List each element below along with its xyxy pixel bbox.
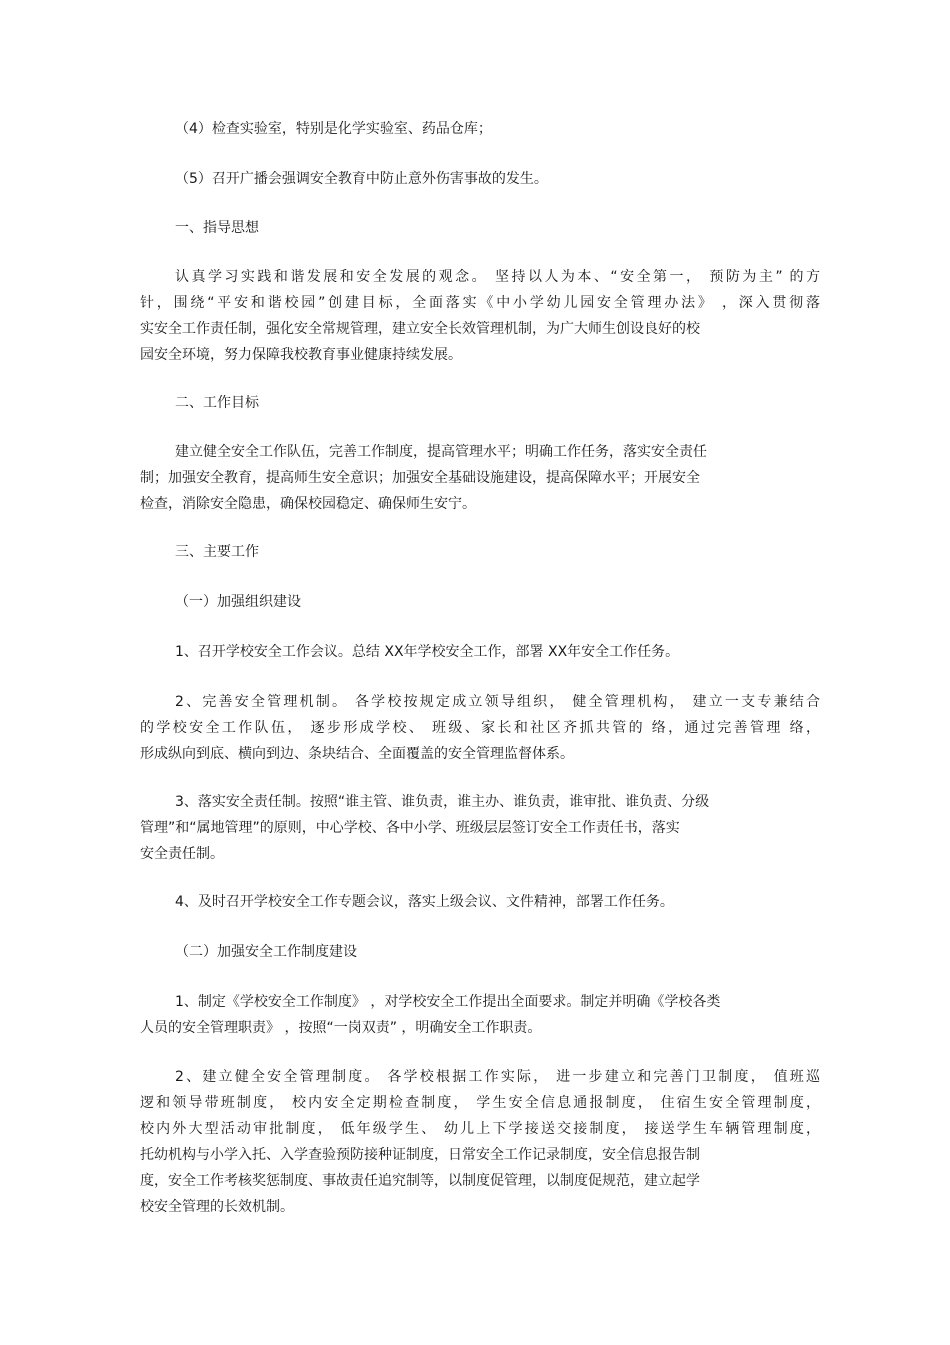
section-heading-guiding-thought [140, 215, 820, 241]
subheading-organization [140, 589, 820, 615]
section-heading-main-work [140, 539, 820, 565]
text-line: 1、召开学校安全工作会议。总结 XX年学校安全工作，部署 XX年安全工作任务。 [175, 644, 680, 660]
text-line: （4）检查实验室，特别是化学实验室、药品仓库； [175, 121, 492, 137]
text-line: 校内外大型活动审批制度， 低年级学生、 幼儿上下学接送交接制度， 接送学生车辆管理制度， [140, 1121, 820, 1137]
paragraph-guiding-thought [140, 264, 820, 368]
text-line: （5）召开广播会强调安全教育中防止意外伤害事故的发生。 [175, 171, 548, 187]
paragraph-system-item-2 [140, 1064, 820, 1220]
text-line: 管理”和“属地管理”的原则，中心学校、各中小学、班级层层签订安全工作责任书，落实 [140, 820, 680, 836]
text-line: 2、完善安全管理机制。 各学校按规定成立领导组织， 健全管理机构， 建立一支专兼结合 [175, 694, 820, 710]
text-line: 实安全工作责任制，强化安全常规管理，建立安全长效管理机制，为广大师生创设良好的校 [140, 321, 700, 337]
text-line: 检查，消除安全隐患，确保校园稳定、确保师生安宁。 [140, 496, 476, 512]
text-line: 托幼机构与小学入托、入学查验预防接种证制度，日常安全工作记录制度，安全信息报告制 [140, 1147, 700, 1163]
text-line: 1、制定《学校安全工作制度》 ，对学校安全工作提出全面要求。制定并明确《学校各类 [175, 994, 721, 1010]
text-line: 认真学习实践和谐发展和安全发展的观念。 坚持以人为本、“安全第一， 预防为主” 的方 [175, 269, 820, 285]
text-line: 度，安全工作考核奖惩制度、事故责任追究制等，以制度促管理，以制度促规范，建立起学 [140, 1173, 700, 1189]
paragraph-work-goals [140, 439, 820, 517]
section-heading-work-goals [140, 390, 820, 416]
heading-text: （一）加强组织建设 [175, 594, 301, 610]
text-line: 4、及时召开学校安全工作专题会议，落实上级会议、文件精神，部署工作任务。 [175, 894, 674, 910]
text-line: 校安全管理的长效机制。 [140, 1199, 294, 1215]
list-item-5 [140, 166, 820, 192]
paragraph-item-2 [140, 689, 820, 767]
text-line: 3、落实安全责任制。按照“谁主管、谁负责，谁主办、谁负责，谁审批、谁负责、分级 [175, 794, 710, 810]
text-line: 园安全环境，努力保障我校教育事业健康持续发展。 [140, 347, 462, 363]
heading-text: （二）加强安全工作制度建设 [175, 944, 357, 960]
paragraph-item-3 [140, 789, 820, 867]
text-line: 制；加强安全教育，提高师生安全意识；加强安全基础设施建设，提高保障水平；开展安全 [140, 470, 700, 486]
text-line: 安全责任制。 [140, 846, 224, 862]
heading-text: 三、主要工作 [175, 544, 259, 560]
paragraph-system-item-1 [140, 989, 820, 1041]
heading-text: 一、指导思想 [175, 220, 259, 236]
text-line: 的学校安全工作队伍， 逐步形成学校、 班级、家长和社区齐抓共管的 络，通过完善管理 络， [140, 720, 820, 736]
paragraph-item-4 [140, 889, 820, 915]
text-line: 人员的安全管理职责》 ，按照“一岗双责” ，明确安全工作职责。 [140, 1020, 542, 1036]
text-line: 建立健全安全工作队伍，完善工作制度，提高管理水平；明确工作任务，落实安全责任 [175, 444, 707, 460]
paragraph-item-1 [140, 639, 820, 665]
text-line: 2、建立健全安全管理制度。 各学校根据工作实际， 进一步建立和完善门卫制度， 值班巡 [175, 1069, 820, 1085]
text-line: 形成纵向到底、横向到边、条块结合、全面覆盖的安全管理监督体系。 [140, 746, 574, 762]
text-line: 逻和领导带班制度， 校内安全定期检查制度， 学生安全信息通报制度， 住宿生安全管理制度， [140, 1095, 820, 1111]
list-item-4 [140, 116, 820, 142]
text-line: 针，围绕“平安和谐校园”创建目标，全面落实《中小学幼儿园安全管理办法》 ，深入贯彻落 [140, 295, 820, 311]
subheading-system-building [140, 939, 820, 965]
heading-text: 二、工作目标 [175, 395, 259, 411]
